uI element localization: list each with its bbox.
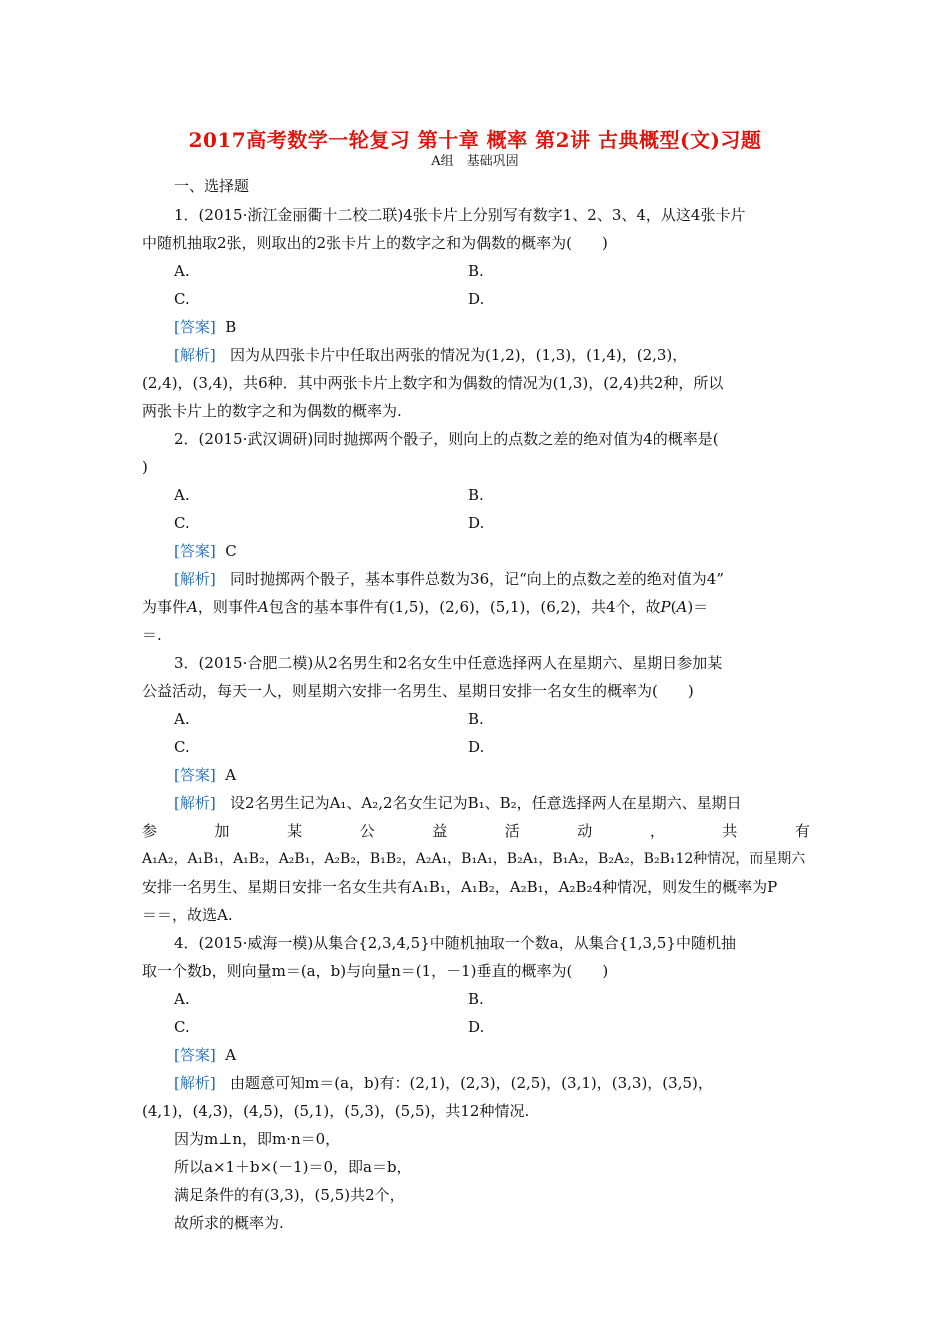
q3-stem-line2: 公益活动，每天一人，则星期六安排一名男生、星期日安排一名女生的概率为( ) bbox=[142, 682, 694, 700]
q1-stem-line1: 1．(2015·浙江金丽衢十二校二联)4张卡片上分别写有数字1、2、3、4，从这4张卡片 bbox=[174, 206, 746, 224]
analysis-tag: [解析] bbox=[174, 346, 216, 364]
q2-stem-line1: 2．(2015·武汉调研)同时抛掷两个骰子，则向上的点数之差的绝对值为4的概率是( bbox=[174, 430, 719, 448]
q3-option-a: A. bbox=[174, 710, 190, 728]
q4-stem-line1: 4．(2015·威海一模)从集合{2,3,4,5}中随机抽取一个数a，从集合{1,3,5}中随机抽 bbox=[174, 934, 736, 952]
q4-option-d: D. bbox=[468, 1018, 485, 1036]
q1-analysis-line3: 两张卡片上的数字之和为偶数的概率为. bbox=[142, 402, 402, 420]
q4-analysis-line2: (4,1)，(4,3)，(4,5)，(5,1)，(5,3)，(5,5)，共12种情况. bbox=[142, 1102, 530, 1120]
document-title: 2017高考数学一轮复习 第十章 概率 第2讲 古典概型(文)习题 bbox=[188, 128, 762, 152]
q2-analysis-line1 bbox=[174, 569, 724, 589]
q2-option-a: A. bbox=[174, 486, 190, 504]
q2-option-d: D. bbox=[468, 514, 485, 532]
q1-option-c: C. bbox=[174, 290, 190, 308]
answer-tag: [答案] bbox=[174, 1046, 216, 1064]
q2-stem-line2: ) bbox=[142, 458, 148, 476]
q4-answer bbox=[174, 1045, 236, 1065]
q3-option-d: D. bbox=[468, 738, 485, 756]
q2-analysis-line3: ＝. bbox=[142, 626, 162, 644]
q1-option-b: B. bbox=[468, 262, 484, 280]
group-subtitle: A组 基础巩固 bbox=[431, 154, 519, 169]
q1-stem-line2: 中随机抽取2张，则取出的2张卡片上的数字之和为偶数的概率为( ) bbox=[142, 234, 608, 252]
q3-option-c: C. bbox=[174, 738, 190, 756]
q2-option-c: C. bbox=[174, 514, 190, 532]
q4-option-c: C. bbox=[174, 1018, 190, 1036]
q3-analysis-line5: ＝＝，故选A. bbox=[142, 906, 233, 924]
answer-tag: [答案] bbox=[174, 318, 216, 336]
analysis-tag: [解析] bbox=[174, 1074, 216, 1092]
q3-analysis-line3: A₁A₂，A₁B₁，A₁B₂，A₂B₁，A₂B₂，B₁B₂，A₂A₁，B₁A₁，B₂A₁，B₁A₂，B₂A₂，B₂B₁12种情况，而星期六 bbox=[142, 851, 806, 867]
q1-option-d: D. bbox=[468, 290, 485, 308]
answer-tag: [答案] bbox=[174, 766, 216, 784]
q2-option-b: B. bbox=[468, 486, 484, 504]
q3-answer-value: A bbox=[225, 766, 237, 784]
q4-option-b: B. bbox=[468, 990, 484, 1008]
q2-answer bbox=[174, 541, 237, 561]
q1-option-a: A. bbox=[174, 262, 190, 280]
q3-answer bbox=[174, 765, 236, 785]
q4-analysis-line6: 故所求的概率为. bbox=[174, 1214, 284, 1232]
q3-analysis-line4: 安排一名男生、星期日安排一名女生共有A₁B₁，A₁B₂，A₂B₁，A₂B₂4种情况，则发生的概率为P bbox=[142, 878, 778, 896]
q4-answer-value: A bbox=[225, 1046, 237, 1064]
q3-stem-line1: 3．(2015·合肥二模)从2名男生和2名女生中任意选择两人在星期六、星期日参加某 bbox=[174, 654, 723, 672]
analysis-tag: [解析] bbox=[174, 794, 216, 812]
q3-analysis-text1: 设2名男生记为A₁、A₂,2名女生记为B₁、B₂，任意选择两人在星期六、星期日 bbox=[230, 794, 742, 812]
answer-tag: [答案] bbox=[174, 542, 216, 560]
q4-analysis-line4: 所以a×1＋b×(－1)＝0，即a＝b， bbox=[174, 1158, 412, 1176]
q1-analysis-text1: 因为从四张卡片中任取出两张的情况为(1,2)，(1,3)，(1,4)，(2,3)， bbox=[230, 346, 688, 364]
q2-analysis-line2: 为事件A，则事件A包含的基本事件有(1,5)，(2,6)，(5,1)，(6,2)，共4个，故P(A)＝ bbox=[142, 598, 709, 616]
q1-answer-value: B bbox=[225, 318, 237, 336]
q1-answer bbox=[174, 317, 236, 337]
q3-option-b: B. bbox=[468, 710, 484, 728]
q4-analysis-text1: 由题意可知m＝(a，b)有：(2,1)，(2,3)，(2,5)，(3,1)，(3,3)，(3,5)， bbox=[230, 1074, 713, 1092]
q4-analysis-line3: 因为m⊥n，即m·n＝0， bbox=[174, 1130, 341, 1148]
q2-analysis-text1: 同时抛掷两个骰子，基本事件总数为36，记“向上的点数之差的绝对值为4” bbox=[230, 570, 725, 588]
section-heading: 一、选择题 bbox=[174, 177, 250, 195]
q4-analysis-line1 bbox=[174, 1073, 713, 1093]
q1-analysis-line1 bbox=[174, 345, 687, 365]
q4-option-a: A. bbox=[174, 990, 190, 1008]
q3-analysis-line2: 参 加 某 公 益 活 动 ， 共 有 bbox=[142, 822, 810, 840]
analysis-tag: [解析] bbox=[174, 570, 216, 588]
q4-stem-line2: 取一个数b，则向量m＝(a，b)与向量n＝(1，－1)垂直的概率为( ) bbox=[142, 962, 609, 980]
q4-analysis-line5: 满足条件的有(3,3)，(5,5)共2个， bbox=[174, 1186, 405, 1204]
q2-answer-value: C bbox=[225, 542, 237, 560]
q1-analysis-line2: (2,4)，(3,4)，共6种．其中两张卡片上数字和为偶数的情况为(1,3)，(2,4)共2种，所以 bbox=[142, 374, 724, 392]
q3-analysis-line1 bbox=[174, 793, 742, 813]
